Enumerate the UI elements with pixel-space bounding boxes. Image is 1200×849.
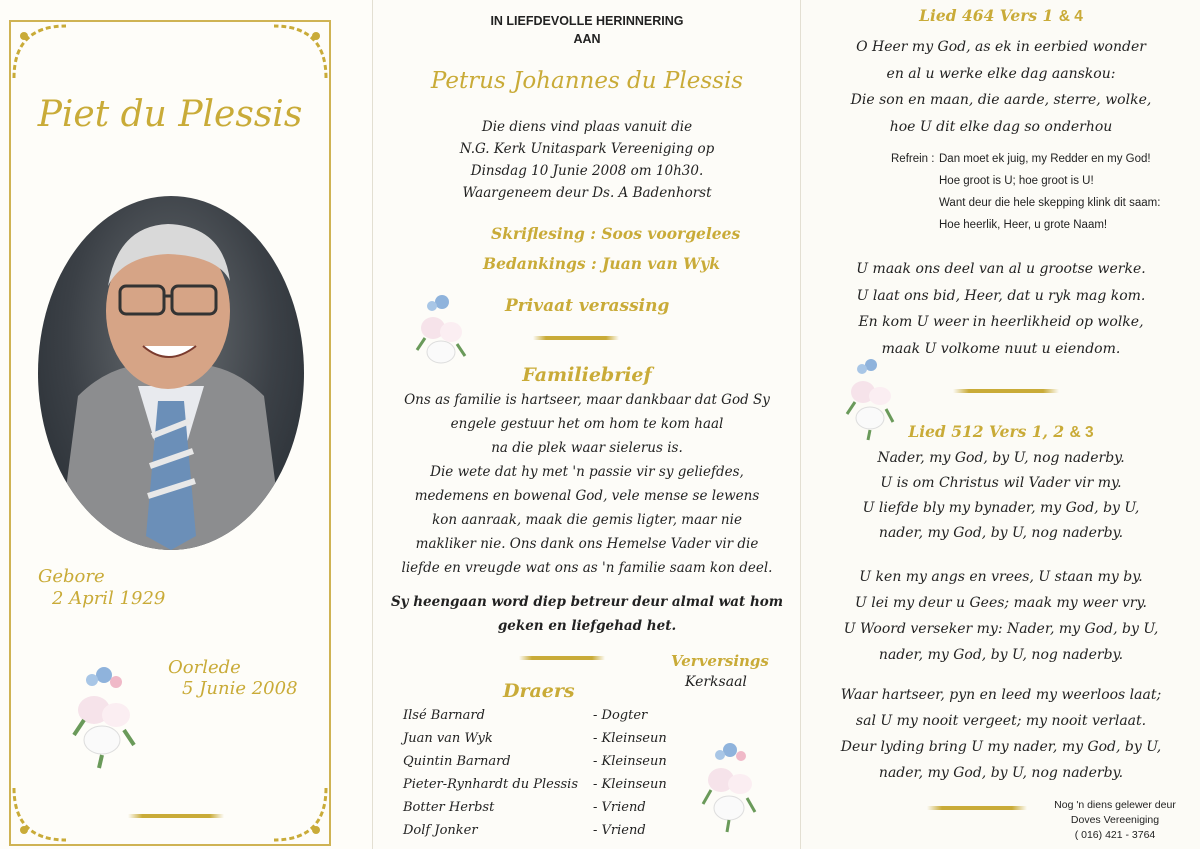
verse-line: Waar hartseer, pyn en leed my weerloos laat; bbox=[840, 687, 1162, 703]
lied-464-verse-1 bbox=[801, 34, 1200, 140]
lied-464-verse-4 bbox=[801, 256, 1200, 362]
refrein-lines bbox=[939, 148, 1160, 236]
lied-464-title-text: Lied 464 Vers 1 bbox=[919, 6, 1059, 25]
refrein-line: Hoe heerlik, Heer, u grote Naam! bbox=[939, 219, 1108, 231]
verse-line: U laat ons bid, Heer, dat u ryk mag kom. bbox=[856, 287, 1146, 304]
corner-ornament-icon bbox=[10, 22, 70, 82]
cover-name: Piet du Plessis bbox=[37, 94, 303, 135]
letter-line: engele gestuur het om hom te kom haal bbox=[450, 416, 724, 432]
draer-name: Juan van Wyk bbox=[403, 731, 493, 746]
service-panel bbox=[372, 0, 800, 849]
verse-line: hoe U dit elke dag so onderhou bbox=[889, 118, 1113, 135]
familiebrief-title: Familiebrief bbox=[522, 364, 652, 386]
footer-line: Nog 'n diens gelewer deur bbox=[1054, 799, 1176, 811]
lied-512-title-verses: & 3 bbox=[1069, 424, 1094, 441]
cover-panel bbox=[0, 0, 372, 849]
verse-line: nader, my God, by U, nog naderby. bbox=[878, 647, 1124, 663]
draer-row bbox=[403, 800, 703, 822]
hymns-panel bbox=[800, 0, 1200, 849]
verse-line: nader, my God, by U, nog naderby. bbox=[878, 765, 1124, 781]
lied-512-title-text: Lied 512 Vers 1, 2 bbox=[908, 422, 1070, 441]
verse-line: En kom U weer in heerlikheid op wolke, bbox=[858, 314, 1144, 330]
born-label: Gebore bbox=[38, 566, 105, 587]
letter-line: liefde en vreugde wat ons as 'n familie saam kon deel. bbox=[401, 560, 773, 576]
draer-name: Dolf Jonker bbox=[403, 823, 478, 838]
header-line-2: AAN bbox=[573, 32, 601, 46]
verversings-title: Verversings bbox=[671, 652, 769, 670]
service-line: Waargeneem deur Ds. A Badenhorst bbox=[462, 185, 712, 201]
closing-line: Sy heengaan word diep betreur deur almal wat hom bbox=[390, 594, 784, 610]
draer-name: Ilsé Barnard bbox=[403, 708, 485, 723]
letter-line: Die wete dat hy met 'n passie vir sy geliefdes, bbox=[430, 464, 744, 480]
verse-line: nader, my God, by U, nog naderby. bbox=[878, 525, 1124, 541]
verse-line: U maak ons deel van al u grootse werke. bbox=[856, 261, 1146, 277]
bedankings: Bedankings : Juan van Wyk bbox=[483, 254, 720, 273]
draer-name: Pieter-Rynhardt du Plessis bbox=[403, 777, 579, 792]
gold-divider bbox=[953, 389, 1059, 393]
verse-line: U ken my angs en vrees, U staan my by. bbox=[859, 569, 1143, 585]
draer-row bbox=[403, 777, 703, 799]
draer-name: Quintin Barnard bbox=[403, 754, 511, 769]
flower-bouquet-icon bbox=[64, 660, 144, 770]
service-line: Die diens vind plaas vanuit die bbox=[481, 119, 693, 135]
closing-text bbox=[373, 590, 801, 638]
verse-line: maak U volkome nuut u eiendom. bbox=[881, 340, 1121, 357]
verse-line: U is om Christus wil Vader vir my. bbox=[880, 475, 1122, 491]
draer-relation: - Kleinseun bbox=[593, 731, 667, 746]
draer-relation: - Kleinseun bbox=[593, 754, 667, 769]
draer-name: Botter Herbst bbox=[403, 800, 495, 815]
header bbox=[373, 12, 801, 48]
verse-line: sal U my nooit vergeet; my nooit verlaat. bbox=[855, 713, 1147, 729]
gold-divider bbox=[519, 656, 605, 660]
verse-line: U Woord verseker my: Nader, my God, by U, bbox=[843, 621, 1159, 637]
flower-bouquet-icon bbox=[697, 738, 763, 834]
refrein-line: Hoe groot is U; hoe groot is U! bbox=[939, 175, 1094, 187]
draer-row bbox=[403, 708, 703, 730]
lied-512-verse-1 bbox=[801, 446, 1200, 546]
verversings-place: Kerksaal bbox=[685, 674, 747, 690]
verse-line: Nader, my God, by U, nog naderby. bbox=[877, 450, 1125, 466]
footer-line: ( 016) 421 - 3764 bbox=[1074, 829, 1156, 841]
service-details bbox=[373, 116, 801, 204]
verse-line: O Heer my God, as ek in eerbied wonder bbox=[856, 39, 1146, 55]
letter-line: kon aanraak, maak die gemis ligter, maar nie bbox=[432, 512, 742, 528]
draer-relation: - Dogter bbox=[593, 708, 648, 723]
lied-512-verse-3 bbox=[801, 682, 1200, 786]
lied-512-verse-2 bbox=[801, 564, 1200, 668]
verse-line: Die son en maan, die aarde, sterre, wolke, bbox=[850, 92, 1152, 108]
gold-divider bbox=[927, 806, 1027, 810]
letter-line: Ons as familie is hartseer, maar dankbaar dat God Sy bbox=[404, 392, 770, 408]
service-line: N.G. Kerk Unitaspark Vereeniging op bbox=[459, 141, 715, 157]
privaat-verassing: Privaat verassing bbox=[505, 296, 670, 316]
closing-line: geken en liefgehad het. bbox=[497, 618, 677, 634]
skriflesing: Skriflesing : Soos voorgelees bbox=[491, 224, 741, 243]
died-date: 5 Junie 2008 bbox=[182, 678, 298, 699]
full-name: Petrus Johannes du Plessis bbox=[430, 68, 744, 94]
draer-relation: - Vriend bbox=[593, 823, 646, 838]
letter-line: makliker nie. Ons dank ons Hemelse Vader vir die bbox=[415, 536, 759, 552]
corner-ornament-icon bbox=[10, 784, 70, 844]
verse-line: en al u werke elke dag aanskou: bbox=[886, 65, 1116, 82]
lied-512-title bbox=[801, 422, 1200, 442]
refrein-line: Dan moet ek juig, my Redder en my God! bbox=[939, 153, 1151, 165]
gold-divider bbox=[533, 336, 619, 340]
gold-divider bbox=[128, 814, 224, 818]
lied-464-title-verses: & 4 bbox=[1058, 8, 1083, 25]
refrein-line: Want deur die hele skepping klink dit saam: bbox=[939, 197, 1161, 209]
draer-row bbox=[403, 823, 703, 845]
refrein-label: Refrein : bbox=[891, 153, 935, 165]
letter-line: medemens en bowenal God, vele mense se lewens bbox=[414, 488, 760, 504]
draer-relation: - Kleinseun bbox=[593, 777, 667, 792]
verse-line: Deur lyding bring U my nader, my God, by U, bbox=[840, 739, 1162, 755]
draers-title: Draers bbox=[503, 680, 575, 702]
portrait-photo bbox=[38, 196, 304, 550]
footer-line: Doves Vereeniging bbox=[1070, 814, 1160, 826]
service-line: Dinsdag 10 Junie 2008 om 10h30. bbox=[470, 163, 704, 179]
letter-line: na die plek waar sielerus is. bbox=[491, 440, 683, 456]
flower-bouquet-icon bbox=[411, 290, 473, 374]
draer-row bbox=[403, 754, 703, 776]
verse-line: U liefde bly my bynader, my God, by U, bbox=[862, 500, 1140, 516]
verse-line: U lei my deur u Gees; maak my weer vry. bbox=[855, 595, 1147, 611]
corner-ornament-icon bbox=[270, 22, 330, 82]
died-label: Oorlede bbox=[168, 657, 241, 678]
header-line-1: IN LIEFDEVOLLE HERINNERING bbox=[490, 14, 684, 28]
corner-ornament-icon bbox=[270, 784, 330, 844]
familiebrief-body bbox=[373, 388, 801, 580]
draer-relation: - Vriend bbox=[593, 800, 646, 815]
lied-464-title bbox=[801, 6, 1200, 26]
draer-row bbox=[403, 731, 703, 753]
born-date: 2 April 1929 bbox=[52, 588, 166, 609]
footer-credit bbox=[1033, 798, 1197, 843]
